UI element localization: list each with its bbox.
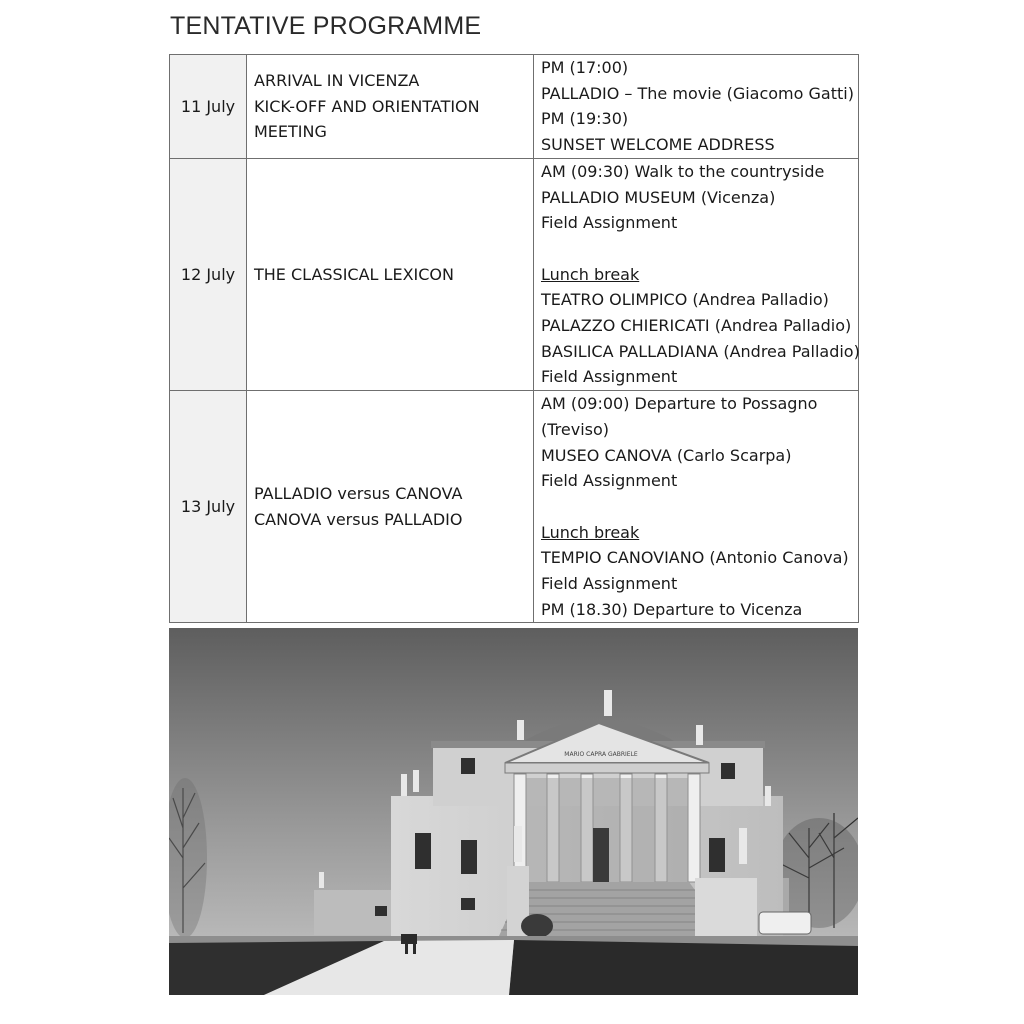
activity-line: PALLADIO – The movie (Giacomo Gatti) (541, 83, 854, 103)
activities-cell (534, 391, 859, 623)
activity-line: MUSEO CANOVA (Carlo Scarpa) (541, 445, 792, 465)
spacer (541, 494, 851, 520)
topic-line: KICK-OFF AND ORIENTATION (254, 96, 480, 116)
activity-line: (Treviso) (541, 419, 610, 439)
activity-line: PM (17:00) (541, 58, 629, 77)
activity-line: PM (19:30) (541, 109, 629, 129)
activity-line: SUNSET WELCOME ADDRESS (541, 135, 775, 155)
programme-table (169, 54, 859, 623)
activity-line: PM (18.30) Departure to Vicenza (541, 599, 803, 619)
topic-line: MEETING (254, 122, 327, 142)
activity-line: Field Assignment (541, 367, 678, 387)
topic-cell (247, 55, 534, 159)
vehicle (759, 912, 811, 934)
table-row (170, 55, 859, 159)
activities-cell (534, 55, 859, 159)
topic-cell (247, 158, 534, 390)
entablature (505, 763, 709, 773)
activity-line: TEATRO OLIMPICO (Andrea Palladio) (541, 290, 829, 310)
table-row (170, 391, 859, 623)
topic-cell (247, 391, 534, 623)
activity-line: AM (09:00) Departure to Possagno (541, 394, 818, 414)
villa-illustration (169, 628, 858, 995)
activity-line: Field Assignment (541, 574, 678, 594)
activity-line: PALAZZO CHIERICATI (Andrea Palladio) (541, 316, 852, 336)
lunch-break-label: Lunch break (541, 264, 640, 284)
date-cell: 13 July (170, 391, 247, 623)
shrub (521, 914, 553, 938)
main-door (593, 828, 609, 882)
table-row (170, 158, 859, 390)
page-title: TENTATIVE PROGRAMME (170, 12, 482, 40)
activity-line: Field Assignment (541, 471, 678, 491)
activity-line: AM (09:30) Walk to the countryside (541, 161, 825, 181)
date-cell: 11 July (170, 55, 247, 159)
activity-line: Field Assignment (541, 213, 678, 233)
lawn-right (509, 940, 858, 995)
activities-cell (534, 158, 859, 390)
spacer (541, 236, 851, 262)
topic-line: ARRIVAL IN VICENZA (254, 70, 420, 90)
date-cell: 12 July (170, 158, 247, 390)
topic-line: CANOVA versus PALLADIO (254, 509, 463, 529)
activity-line: BASILICA PALLADIANA (Andrea Palladio) (541, 341, 860, 361)
villa-photo (169, 628, 858, 995)
lunch-break-label: Lunch break (541, 522, 640, 542)
activity-line: TEMPIO CANOVIANO (Antonio Canova) (541, 548, 849, 568)
topic-line: THE CLASSICAL LEXICON (254, 264, 454, 284)
topic-line: PALLADIO versus CANOVA (254, 484, 463, 504)
inscription: MARIO CAPRA GABRIELE (564, 751, 638, 758)
stair-wall-right (695, 878, 757, 938)
activity-line: PALLADIO MUSEUM (Vicenza) (541, 187, 776, 207)
